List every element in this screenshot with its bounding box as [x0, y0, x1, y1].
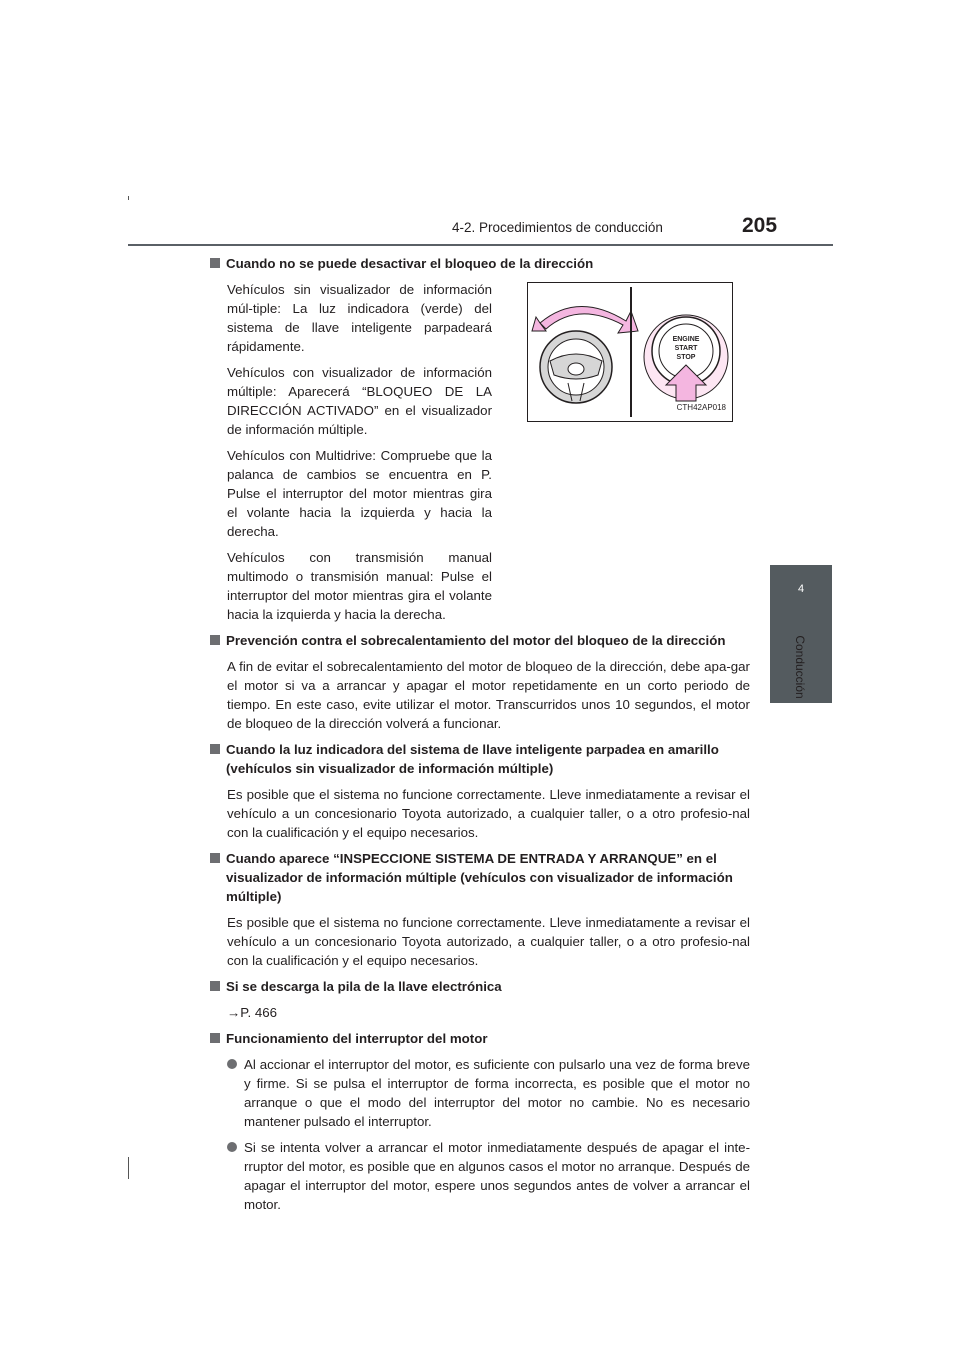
paragraph: Vehículos con Multidrive: Compruebe que la palanca de cambios se encuentra en P. Pulse el interruptor del motor mientras gira el volante hacia la izquierda y hacia la derecha.: [227, 448, 492, 539]
page-number: 205: [742, 214, 778, 237]
crop-mark: [128, 196, 129, 200]
figure-caption: CTH42AP018: [676, 403, 726, 412]
page-reference-link[interactable]: →P. 466: [227, 1005, 278, 1020]
list-item: Al accionar el interruptor del motor, es suficiente con pulsarlo una vez de forma breve y firme. Si se pulsa el interruptor de forma incorrecta, es posible que el motor no arranque o que el modo del interruptor del motor no cambie. No es necesario mantener pulsado el interruptor.: [227, 1055, 750, 1131]
crop-mark: [128, 1157, 129, 1179]
paragraph: Vehículos con transmisión manual multimodo o transmisión manual: Pulse el interruptor del motor mientras gira el volante hacia la izquierda y hacia la derecha.: [227, 550, 492, 622]
paragraph: Es posible que el sistema no funcione correctamente. Lleve inmediatamente a revisar el vehículo a un concesionario Toyota autorizado, a cualquier taller, o a otro profesio-nal con la cualificación y el equipo necesarios.: [227, 915, 750, 968]
list-item: Si se intenta volver a arrancar el motor inmediatamente después de apagar el inte-rruptor del motor, es posible que en algunos casos el motor no arranque. Después de apagar el interruptor del motor, espere unos segundos antes de volver a arrancar el motor.: [227, 1138, 750, 1214]
chapter-label-text: Conducción: [793, 635, 807, 699]
svg-text:STOP: STOP: [676, 354, 696, 361]
section-engine-switch: [210, 1029, 750, 1214]
svg-text:ENGINE: ENGINE: [672, 336, 700, 343]
section-heading: Funcionamiento del interruptor del motor: [210, 1029, 750, 1048]
section-overheat: [210, 631, 750, 733]
section-title: 4-2. Procedimientos de conducción: [452, 220, 663, 235]
section-heading: Prevención contra el sobrecalentamiento del motor del bloqueo de la dirección: [210, 631, 750, 650]
paragraph: A fin de evitar el sobrecalentamiento del motor de bloqueo de la dirección, debe apa-gar el motor si va a arrancar y apagar el motor repetidamente en un corto periodo de tiempo. En este caso, evite utilizar el motor. Transcurridos unos 10 segundos, el motor de bloqueo de la dirección volverá a funcionar.: [227, 659, 750, 731]
section-steering-lock: [210, 254, 750, 624]
section-heading: Si se descarga la pila de la llave electrónica: [210, 977, 750, 996]
section-heading: Cuando aparece “INSPECCIONE SISTEMA DE ENTRADA Y ARRANQUE” en el visualizador de información múltiple (vehículos con visualizador de información múltiple): [210, 849, 750, 906]
square-bullet-icon: [210, 744, 220, 754]
round-bullet-icon: [227, 1142, 237, 1152]
square-bullet-icon: [210, 981, 220, 991]
square-bullet-icon: [210, 1033, 220, 1043]
section-heading: Cuando no se puede desactivar el bloqueo de la dirección: [210, 254, 750, 273]
section-indicator-yellow: [210, 740, 750, 842]
section-heading: Cuando la luz indicadora del sistema de llave inteligente parpadea en amarillo (vehículos sin visualizador de información múltiple): [210, 740, 750, 778]
chapter-label: [788, 632, 812, 702]
round-bullet-icon: [227, 1059, 237, 1069]
paragraph: Vehículos con visualizador de información múltiple: Aparecerá “BLOQUEO DE LA DIRECCIÓN ACTIVADO” en el visualizador de información múltiple.: [227, 365, 492, 437]
square-bullet-icon: [210, 853, 220, 863]
paragraph: Vehículos sin visualizador de información múl-tiple: La luz indicadora (verde) del sistema de llave inteligente parpadeará rápidamente.: [227, 282, 492, 354]
main-content: [210, 254, 750, 1221]
section-inspect-message: [210, 849, 750, 970]
header-divider: [128, 244, 833, 246]
steering-illustration: [527, 282, 733, 422]
section-battery: [210, 977, 750, 1022]
chapter-number: 4: [797, 583, 805, 595]
svg-text:START: START: [674, 345, 698, 352]
square-bullet-icon: [210, 258, 220, 268]
square-bullet-icon: [210, 635, 220, 645]
paragraph: Es posible que el sistema no funcione correctamente. Lleve inmediatamente a revisar el vehículo a un concesionario Toyota autorizado, a cualquier taller, o a otro profesio-nal con la cualificación y el equipo necesarios.: [227, 787, 750, 840]
